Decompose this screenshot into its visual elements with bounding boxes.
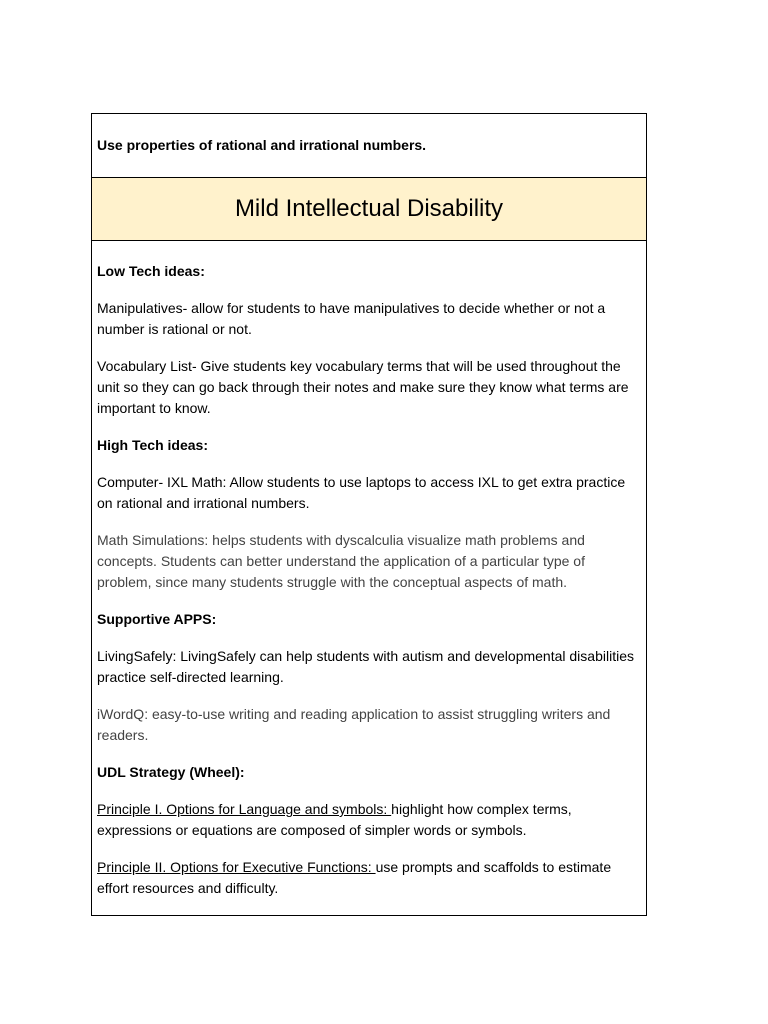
supportive-app-item: iWordQ: easy-to-use writing and reading application to assist struggling writers and readers. — [97, 706, 611, 743]
supportive-app-item: LivingSafely: LivingSafely can help students with autism and developmental disabilities practice self-directed learning. — [97, 648, 634, 685]
content-cell — [92, 241, 646, 915]
udl-principle-text: highlight how complex terms, expressions or equations are composed of simpler words or symbols. — [97, 801, 572, 838]
header-cell — [92, 178, 646, 242]
udl-principle-label: Principle I. Options for Language and symbols: — [97, 801, 392, 817]
udl-heading: UDL Strategy (Wheel): — [97, 764, 245, 780]
udl-principle-label: Principle II. Options for Executive Functions: — [97, 859, 376, 875]
supportive-apps-heading: Supportive APPS: — [97, 611, 217, 627]
low-tech-heading: Low Tech ideas: — [97, 263, 205, 279]
udl-principle — [97, 857, 641, 899]
udl-principle-text: use prompts and scaffolds to estimate effort resources and difficulty. — [97, 859, 612, 896]
high-tech-item: Computer- IXL Math: Allow students to use laptops to access IXL to get extra practice on rational and irrational numbers. — [97, 474, 626, 511]
udl-principle — [97, 799, 641, 841]
objective-cell — [92, 114, 646, 178]
document-table — [91, 113, 647, 916]
low-tech-item: Manipulatives- allow for students to have manipulatives to decide whether or not a number is rational or not. — [97, 300, 606, 337]
objective-text: Use properties of rational and irrational numbers. — [97, 137, 427, 154]
high-tech-item: Math Simulations: helps students with dyscalculia visualize math problems and concepts. Students can better understand the application of a particular type of problem, since many students struggle with the conceptual aspects of math. — [97, 532, 585, 590]
low-tech-item: Vocabulary List- Give students key vocabulary terms that will be used throughout the unit so they can go back through their notes and make sure they know what terms are important to know. — [97, 358, 629, 416]
high-tech-heading: High Tech ideas: — [97, 437, 208, 453]
header-title: Mild Intellectual Disability — [234, 194, 504, 222]
